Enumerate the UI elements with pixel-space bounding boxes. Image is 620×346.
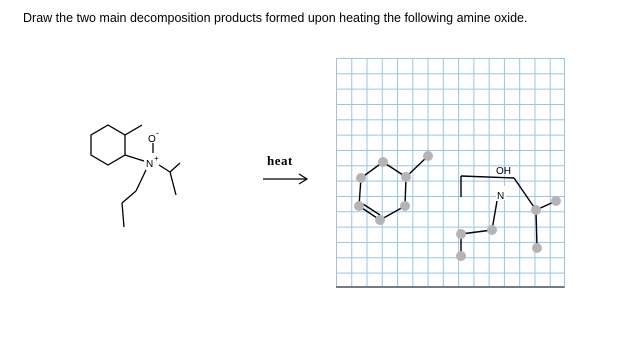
product-hydroxylamine[interactable] [456,166,561,261]
drawing-canvas[interactable] [336,58,565,288]
hydroxyl-label[interactable]: OH [496,166,511,177]
reaction-arrow-group [258,152,318,192]
product-methylcyclohexene[interactable] [354,151,433,225]
nitrogen-label[interactable]: N [497,191,505,202]
question-text: Draw the two main decomposition products formed upon heating the following amine oxide. [23,11,528,25]
nitrogen-charge: + [154,154,159,163]
oxygen-atom-label: O [148,134,156,145]
oxygen-charge: - [156,128,159,138]
drawn-products[interactable] [336,58,565,288]
heat-label: heat [267,153,293,168]
cyclohexyl-ring [91,125,125,165]
nitrogen-atom-label: N [146,159,154,170]
reaction-arrow-icon [258,172,314,186]
reactant-structure [80,115,200,235]
